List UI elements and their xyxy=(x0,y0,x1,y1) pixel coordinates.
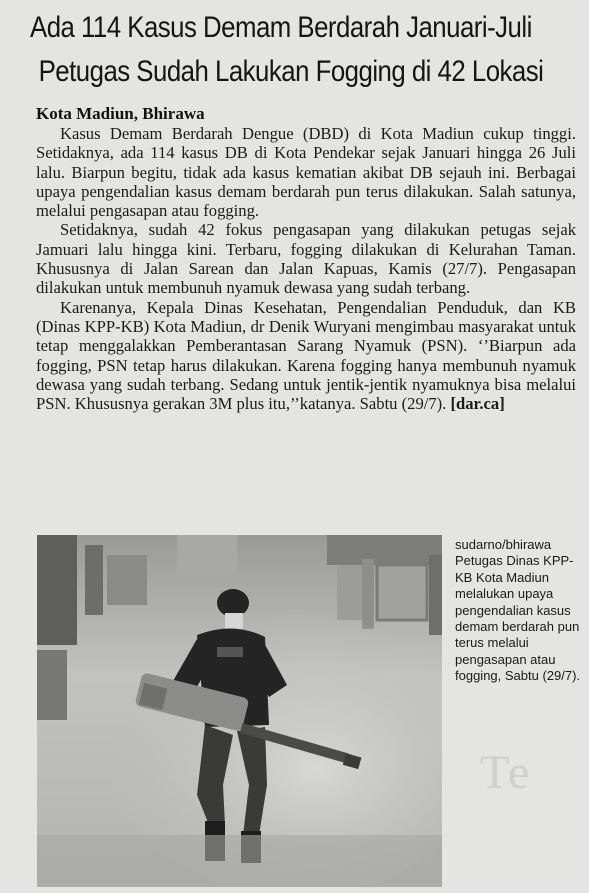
dateline: Kota Madiun, Bhirawa xyxy=(36,104,205,123)
news-photo xyxy=(37,535,442,887)
paragraph-1: Kasus Demam Berdarah Dengue (DBD) di Kota Madiun cukup tinggi. Setidaknya, ada 114 kasus DB di Kota Pendekar sejak Januari hingga 26 Juli lalu. Biarpun begitu, tidak ada kasus kematian akibat DB sejauh ini. Berbagai upaya pengendalian kasus demam berdarah pun terus dilakukan. Salah satunya, melalui pengasapan atau fogging. xyxy=(36,124,576,221)
article-body xyxy=(36,124,576,413)
bleed-through-text: Te xyxy=(480,746,532,799)
headline-line-1: Ada 114 Kasus Demam Berdarah Januari-Juli xyxy=(30,11,532,44)
photo-caption xyxy=(455,537,585,685)
headline-line-2: Petugas Sudah Lakukan Fogging di 42 Lokasi xyxy=(38,55,544,88)
author-signature: [dar.ca] xyxy=(450,394,505,414)
paragraph-2: Setidaknya, sudah 42 fokus pengasapan yang dilakukan petugas sejak Jamuari lalu hingga kini. Terbaru, fogging dilakukan di Kelurahan Taman. Khususnya di Jalan Sarean dan Jalan Kapuas, Kamis (27/7). Pengasapan dilakukan untuk membunuh nyamuk dewasa yang sudah terbang. xyxy=(36,220,576,298)
headline xyxy=(30,6,544,94)
photo-credit: sudarno/bhirawa xyxy=(455,537,552,552)
fogging-officer-illustration xyxy=(37,535,442,887)
paragraph-3 xyxy=(36,298,576,414)
paragraph-3-text: Karenanya, Kepala Dinas Kesehatan, Pengendalian Penduduk, dan KB (Dinas KPP-KB) Kota Madiun, dr Denik Wuryani mengimbau masyarakat untuk tetap menggalakkan Pemberantasan Sarang Nyamuk (PSN). ‘’Biarpun ada fogging, PSN tetap harus dilakukan. Karena fogging hanya membunuh nyamuk dewasa yang sudah terbang. Sedang untuk jentik-jentik nyamuknya bisa melalui PSN. Khususnya gerakan 3M plus itu,’’katanya. Sabtu (29/7). xyxy=(36,297,576,414)
photo-caption-text: Petugas Dinas KPP-KB Kota Madiun melalukan upaya pengendalian kasus demam berdarah pun terus melalui pengasapan atau fogging, Sabtu (29/7). xyxy=(455,553,581,684)
